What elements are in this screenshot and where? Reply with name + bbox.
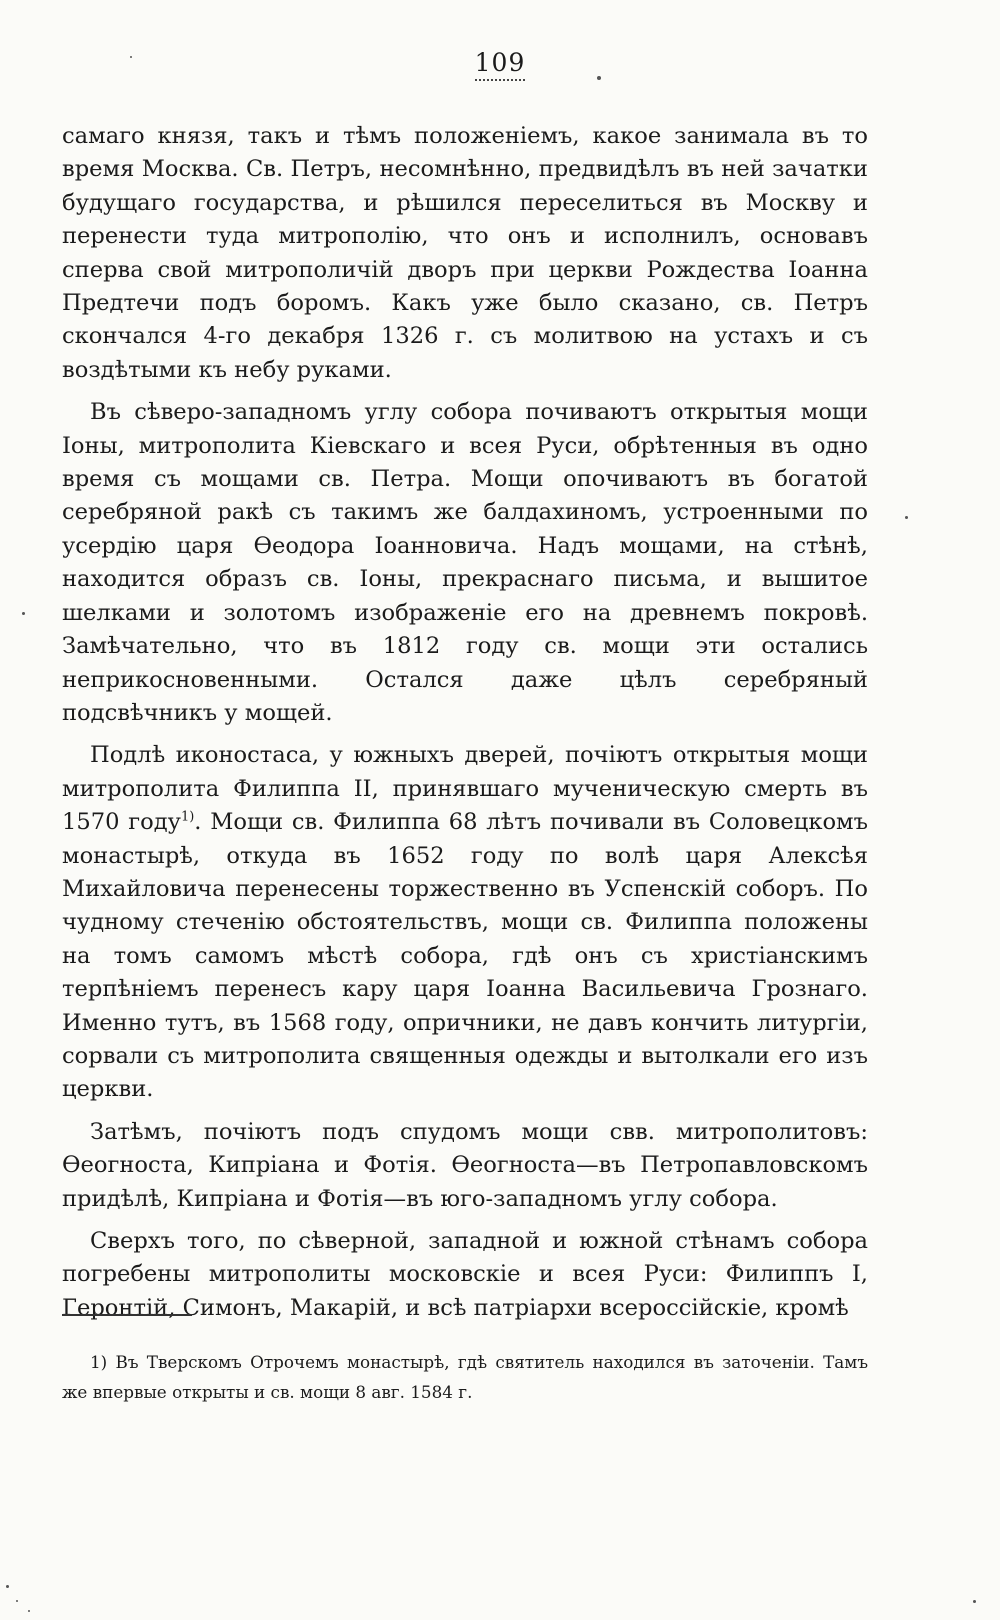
scan-speck xyxy=(16,1600,18,1602)
scan-speck xyxy=(28,1610,30,1612)
paragraph-1: самаго князя, такъ и тѣмъ положеніемъ, какое занимала въ то время Москва. Св. Петръ, несомнѣнно, предвидѣлъ въ ней зачатки будущаго государства, и рѣшился переселиться въ Москву и перенести туда митрополію, что онъ и исполнилъ, основавъ сперва свой митрополичій дворъ при церкви Рождества Іоанна Предтечи подъ боромъ. Какъ уже было сказано, св. Петръ скончался 4-го декабря 1326 г. съ молитвою на устахъ и съ воздѣтыми къ небу руками. xyxy=(62,123,868,383)
footnote-divider xyxy=(62,1314,192,1316)
paragraph-2: Въ сѣверо-западномъ углу собора почиваютъ открытыя мощи Іоны, митрополита Кіевскаго и всея Руси, обрѣтенныя въ одно время съ мощами св. Петра. Мощи опочиваютъ въ богатой серебряной ракѣ съ такимъ же балдахиномъ, устроенными по усердію царя Ѳеодора Іоанновича. Надъ мощами, на стѣнѣ, находится образъ св. Іоны, прекраснаго письма, и вышитое шелками и золотомъ изображеніе его на древнемъ покровѣ. Замѣчательно, что въ 1812 году св. мощи эти остались неприкосновенными. Остался даже цѣлъ серебряный подсвѣчникъ у мощей. xyxy=(62,399,868,726)
paragraph-5: Сверхъ того, по сѣверной, западной и южной стѣнамъ собора погребены митрополиты московскіе и всея Руси: Филиппъ I, Геронтій, Симонъ, Макарій, и всѣ патріархи всероссійскіе, кромѣ xyxy=(62,1228,868,1321)
scan-speck xyxy=(905,516,908,519)
scan-speck xyxy=(6,1585,9,1588)
scan-speck xyxy=(130,56,132,58)
paragraph-3-rest: . Мощи св. Филиппа 68 лѣтъ почивали въ Соловецкомъ монастырѣ, откуда въ 1652 году по волѣ царя Алексѣя Михайловича перенесены торжественно въ Успенскій соборъ. По чудному стеченію обстоятельствъ, мощи св. Филиппа положены на томъ самомъ мѣстѣ собора, гдѣ онъ съ христіанскимъ терпѣніемъ перенесъ кару царя Іоанна Васильевича Грознаго. Именно тутъ, въ 1568 году, опричники, не давъ кончить литургіи, сорвали съ митрополита священныя одежды и вытолкали его изъ церкви. xyxy=(62,809,869,1103)
scan-speck xyxy=(597,76,601,80)
body-text xyxy=(62,120,868,1334)
scan-speck xyxy=(973,1600,976,1603)
paragraph-3-start: Подлѣ иконостаса, у южныхъ дверей, почіютъ открытыя мощи митрополита Филиппа II, принявшаго мученическую смерть въ 1570 году xyxy=(62,742,868,836)
paragraph-3 xyxy=(62,739,868,1106)
page-number xyxy=(0,48,1000,81)
page-number-text: 109 xyxy=(475,48,526,81)
scan-speck xyxy=(22,612,25,615)
paragraph-4: Затѣмъ, почіютъ подъ спудомъ мощи свв. митрополитовъ: Ѳеогноста, Кипріана и Фотія. Ѳеогноста—въ Петропавловскомъ придѣлѣ, Кипріана и Фотія—въ юго-западномъ углу собора. xyxy=(62,1118,868,1212)
footnote-reference[interactable]: 1) xyxy=(180,809,195,825)
footnote: 1) Въ Тверскомъ Отрочемъ монастырѣ, гдѣ святитель находился въ заточеніи. Тамъ же впервые открыты и св. мощи 8 авг. 1584 г. xyxy=(62,1351,868,1402)
